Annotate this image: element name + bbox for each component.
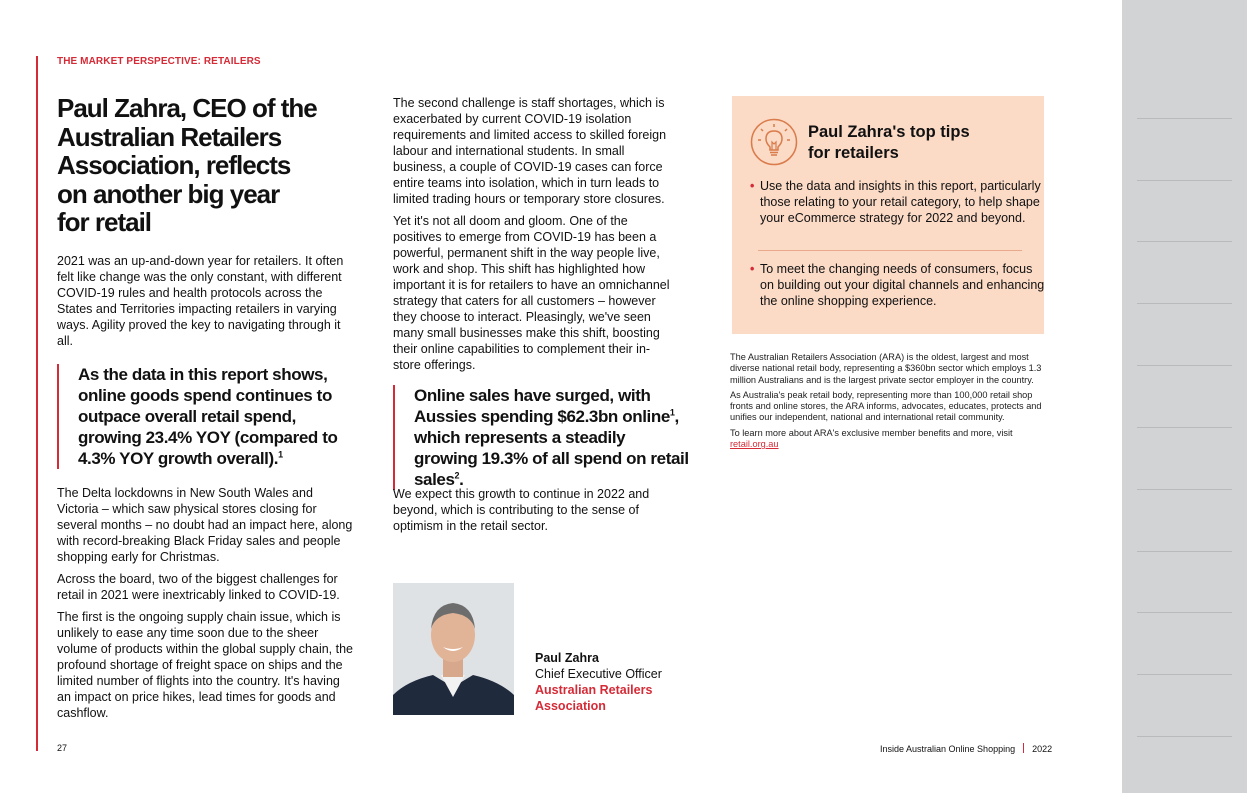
- accent-rule: [36, 56, 38, 751]
- divider: [1137, 180, 1232, 181]
- caption-name: Paul Zahra: [535, 651, 599, 665]
- about-paragraph: The Australian Retailers Association (ARA) is the oldest, largest and most diverse national retail body, representing a $360bn sector which employs 1.3 million Australians and is the largest private sector employer in the country.: [730, 352, 1042, 385]
- bullet-icon: •: [750, 262, 755, 276]
- paragraph: The first is the ongoing supply chain issue, which is unlikely to ease any time soon due to the sheer volume of products within the global supply chain, the profound shortage of freight space on ships and the limited number of flights into the country. It's having an impact on price hikes, lead times for goods and cashflow.: [57, 610, 354, 720]
- divider: [1137, 118, 1232, 119]
- about-paragraph: To learn more about ARA's exclusive member benefits and more, visit retail.org.au: [730, 427, 1013, 450]
- right-margin-panel: [1122, 0, 1247, 793]
- pull-quote-1: As the data in this report shows, online goods spend continues to outpace overall retail spend, growing 23.4% YOY (compared to 4.3% YOY growth overall).$^1$: [57, 364, 340, 469]
- divider: [1137, 612, 1232, 613]
- intro-paragraph: 2021 was an up-and-down year for retailers. It often felt like change was the only constant, with different COVID-19 rules and health protocols across the States and Territories impacting retailers in varying ways. Agility proved the key to navigating through it all.: [57, 254, 344, 348]
- portrait-photo: [393, 583, 514, 715]
- photo-caption: [535, 650, 662, 714]
- divider: [1137, 303, 1232, 304]
- divider: [1137, 489, 1232, 490]
- ara-website-link[interactable]: retail.org.au: [730, 439, 779, 450]
- paragraph: The second challenge is staff shortages, which is exacerbated by current COVID-19 isolation requirements and limited access to skilled foreign labour and international students. In small business, a couple of COVID-19 cases can force entire teams into isolation, which in turn leads to limited trading hours or temporary store closures.: [393, 96, 667, 206]
- closing-paragraph: We expect this growth to continue in 2022 and beyond, which is contributing to the sense of optimism in the retail sector.: [393, 487, 650, 533]
- about-paragraph: As Australia's peak retail body, representing more than 100,000 retail shop fronts and online stores, the ARA informs, advocates, educates, protects and unifies our independent, national and international retail community.: [730, 389, 1042, 423]
- column1-body: [57, 485, 353, 721]
- about-ara: [730, 352, 1050, 450]
- column2-body: [393, 95, 676, 373]
- caption-org: Association: [535, 699, 606, 713]
- divider: [1137, 551, 1232, 552]
- tip-item: • Use the data and insights in this report, particularly those relating to your retail category, to help shape your eCommerce strategy for 2022 and beyond.: [750, 179, 1041, 225]
- person-portrait-icon: [393, 583, 514, 715]
- lightbulb-icon: [750, 118, 798, 171]
- divider: [1137, 241, 1232, 242]
- footnote-ref: 1: [278, 449, 283, 460]
- divider: [1137, 674, 1232, 675]
- section-label: THE MARKET PERSPECTIVE: RETAILERS: [57, 56, 261, 67]
- bullet-icon: •: [750, 179, 755, 193]
- divider: [1137, 365, 1232, 366]
- tip-divider: [758, 250, 1022, 251]
- footer-separator: [1023, 743, 1024, 753]
- tip-item: • To meet the changing needs of consumers, focus on building out your digital channels and enhancing the online shopping experience.: [750, 262, 1045, 308]
- divider: [1137, 736, 1232, 737]
- divider: [1137, 427, 1232, 428]
- pull-quote-2: Online sales have surged, with Aussies spending $62.3bn online$^1$, which represents a steadily growing 19.3% of all spend on retail sales$^2$.: [393, 385, 692, 490]
- paragraph: Yet it's not all doom and gloom. One of the positives to emerge from COVID-19 has been a powerful, permanent shift in the way people live, work and shop. This shift has highlighted how important it is for retailers to have an omnichannel strategy that caters for all customers – however they choose to interact. Pleasingly, we've seen many small businesses make this shift, boosting their online capabilities to complement their in-store offerings.: [393, 214, 670, 372]
- page-title: Paul Zahra, CEO of the Australian Retailers Association, reflects on another big year for retail: [57, 93, 317, 237]
- page-number: 27: [57, 743, 68, 753]
- tips-title: Paul Zahra's top tips for retailers: [808, 123, 970, 162]
- footer-publication: Inside Australian Online Shopping 2022: [880, 744, 1053, 754]
- caption-role: Chief Executive Officer: [535, 667, 662, 681]
- paragraph: Across the board, two of the biggest challenges for retail in 2021 were inextricably linked to COVID-19.: [57, 572, 340, 602]
- caption-org: Australian Retailers: [535, 683, 653, 697]
- paragraph: The Delta lockdowns in New South Wales and Victoria – which saw physical stores closing for several months – no doubt had an impact here, along with record-breaking Black Friday sales and people shopping early for Christmas.: [57, 486, 353, 564]
